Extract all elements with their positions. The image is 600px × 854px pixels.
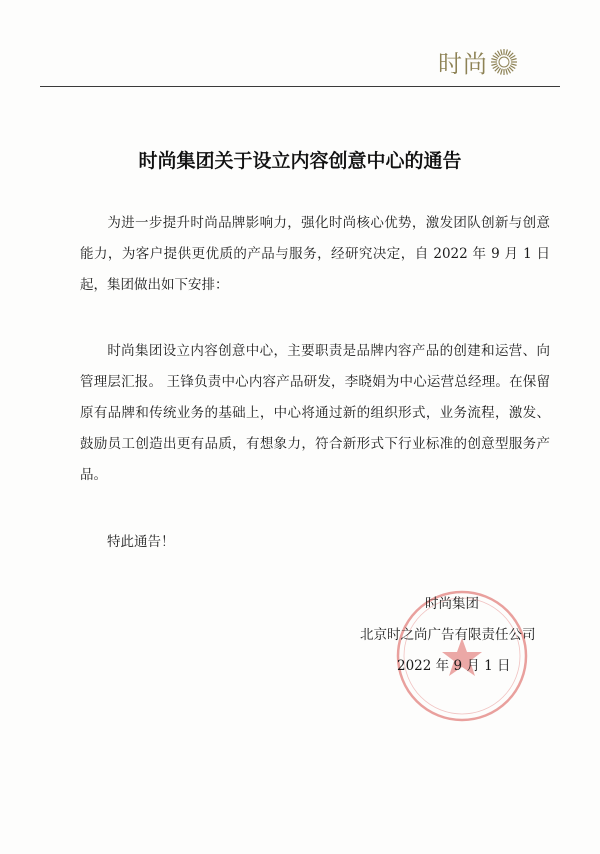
document-title: 时尚集团关于设立内容创意中心的通告 bbox=[138, 150, 462, 172]
logo-text: 时尚 bbox=[438, 50, 488, 78]
paragraph-closing bbox=[80, 527, 550, 558]
paragraph-closing-text: 特此通告！ bbox=[107, 534, 175, 550]
paragraph-body bbox=[80, 336, 550, 491]
signature-company: 北京时之尚广告有限责任公司 bbox=[360, 627, 536, 643]
paragraph-body-text: 时尚集团设立内容创意中心，主要职责是品牌内容产品的创建和运营、向管理层汇报。 王锋负责中心内容产品研发，李晓娟为中心运营总经理。在保留原有品牌和传统业务的基础上，中心将通过新的组织形式，业务流程，激发、鼓励员工创造出更有品质，有想象力，符合新形式下行业标准的创意型服务产品。 bbox=[80, 343, 550, 483]
signature-group: 时尚集团 bbox=[425, 596, 479, 612]
signature-date: 2022 年 9 月 1 日 bbox=[397, 658, 511, 674]
brand-logo bbox=[438, 44, 518, 79]
sunburst-icon bbox=[490, 48, 518, 76]
header-divider bbox=[40, 86, 560, 87]
paragraph-intro bbox=[80, 208, 550, 301]
paragraph-intro-text: 为进一步提升时尚品牌影响力，强化时尚核心优势，激发团队创新与创意能力，为客户提供更优质的产品与服务，经研究决定，自 2022 年 9 月 1 日起，集团做出如下安排： bbox=[80, 215, 550, 293]
